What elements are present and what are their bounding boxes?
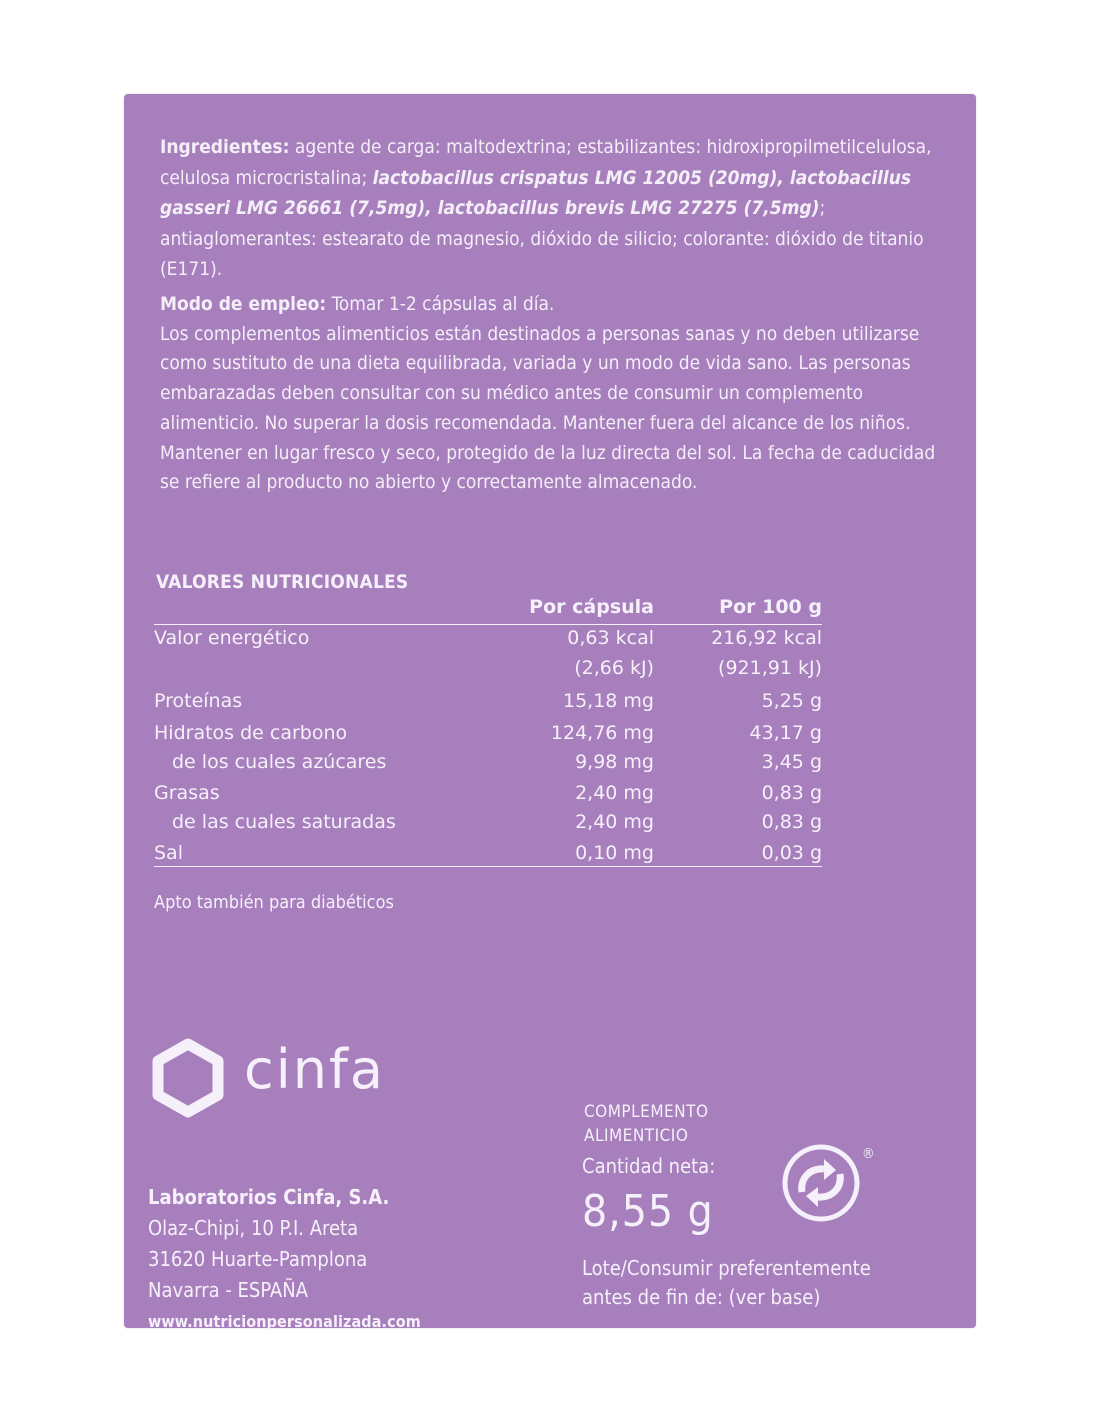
- row-capsule-value: 0,63 kcal: [567, 627, 654, 649]
- col-per-capsule: Por cápsula: [529, 596, 654, 618]
- website-url: www.nutricionpersonalizada.com: [148, 1312, 421, 1331]
- col-per-100g: Por 100 g: [719, 596, 822, 618]
- address-line-1: Olaz-Chipi, 10 P.I. Areta: [148, 1216, 359, 1240]
- cinfa-logo: [148, 1038, 428, 1118]
- table-row: [154, 657, 822, 687]
- net-quantity-label: Cantidad neta:: [582, 1154, 716, 1178]
- row-capsule-value: 2,40 mg: [575, 811, 654, 833]
- diabetic-note: Apto también para diabéticos: [154, 892, 394, 913]
- table-bottom-rule: [154, 866, 822, 867]
- row-label: Grasas: [154, 782, 220, 804]
- ingredients-label: Ingredientes:: [160, 136, 290, 158]
- table-row: [154, 690, 822, 720]
- usage-label: Modo de empleo:: [160, 293, 327, 315]
- row-label: Proteínas: [154, 690, 243, 712]
- lot-line-2: antes de fin de: (ver base): [582, 1285, 821, 1309]
- row-capsule-value: 15,18 mg: [562, 690, 654, 712]
- table-row: [154, 751, 822, 782]
- row-100g-value: (921,91 kJ): [718, 657, 822, 679]
- row-100g-value: 0,03 g: [761, 842, 822, 864]
- row-100g-value: 216,92 kcal: [711, 627, 822, 649]
- manufacturer-name: Laboratorios Cinfa, S.A.: [148, 1185, 390, 1209]
- usage-block: [160, 290, 960, 498]
- table-row: [154, 811, 822, 842]
- ingredients-block: [160, 132, 950, 285]
- nutrition-title: VALORES NUTRICIONALES: [156, 571, 409, 593]
- product-type-line-1: COMPLEMENTO: [584, 1102, 709, 1122]
- product-type: [584, 1100, 709, 1148]
- ingredients-text-rest: ; antiaglomerantes: estearato de magnesio, dióxido de silicio; colorante: dióxido de titanio (E171).: [160, 197, 924, 280]
- row-label: Valor energético: [154, 627, 310, 649]
- green-dot-recycle-icon: [780, 1142, 862, 1224]
- product-back-panel: [124, 94, 976, 1331]
- row-100g-value: 3,45 g: [761, 751, 822, 773]
- hexagon-logo-icon: [148, 1038, 228, 1118]
- row-capsule-value: 0,10 mg: [575, 842, 654, 864]
- row-capsule-value: 9,98 mg: [575, 751, 654, 773]
- row-capsule-value: (2,66 kJ): [574, 657, 654, 679]
- lot-line-1: Lote/Consumir preferentemente: [582, 1256, 871, 1280]
- logo-wordmark: cinfa: [244, 1038, 386, 1101]
- row-100g-value: 0,83 g: [761, 811, 822, 833]
- usage-warning: Los complementos alimenticios están destinados a personas sanas y no deben utilizarse como sustituto de una dieta equilibrada, variada y un modo de vida sano. Las personas embarazadas deben consultar con su médico antes de consumir un complemento alimenticio. No superar la dosis recomendada. Mantener fuera del alcance de los niños. Mantener en lugar fresco y seco, protegido de la luz directa del sol. La fecha de caducidad se refiere al producto no abierto y correctamente almacenado.: [160, 322, 936, 494]
- table-row: [154, 722, 822, 751]
- ingredients-probiotics: lactobacillus crispatus LMG 12005 (20mg), lactobacillus gasseri LMG 26661 (7,5mg), lactobacillus brevis LMG 27275 (7,5mg): [160, 166, 912, 219]
- manufacturer-info: [148, 1182, 421, 1337]
- ingredients-text: agente de carga: maltodextrina; estabilizantes: hidroxipropilmetilcelulosa, celulosa microcristalina;: [160, 136, 932, 189]
- table-row: [154, 842, 822, 872]
- registered-mark: ®: [862, 1146, 875, 1162]
- net-quantity-value: 8,55 g: [582, 1186, 714, 1237]
- row-100g-value: 0,83 g: [761, 782, 822, 804]
- table-row: [154, 627, 822, 656]
- nutrition-table: [154, 594, 822, 864]
- row-100g-value: 5,25 g: [761, 690, 822, 712]
- row-label: de las cuales saturadas: [172, 811, 396, 833]
- usage-dose: Tomar 1-2 cápsulas al día.: [326, 293, 555, 315]
- row-100g-value: 43,17 g: [749, 722, 822, 744]
- row-label: de los cuales azúcares: [172, 751, 387, 773]
- product-type-line-2: ALIMENTICIO: [584, 1126, 689, 1146]
- address-line-2: 31620 Huarte-Pamplona: [148, 1247, 368, 1271]
- address-line-3: Navarra - ESPAÑA: [148, 1278, 308, 1302]
- row-label: Hidratos de carbono: [154, 722, 348, 744]
- row-label: Sal: [154, 842, 183, 864]
- table-row: [154, 782, 822, 811]
- lot-expiry-info: [582, 1254, 871, 1312]
- row-capsule-value: 124,76 mg: [550, 722, 654, 744]
- nutrition-table-header: [154, 594, 822, 625]
- row-capsule-value: 2,40 mg: [575, 782, 654, 804]
